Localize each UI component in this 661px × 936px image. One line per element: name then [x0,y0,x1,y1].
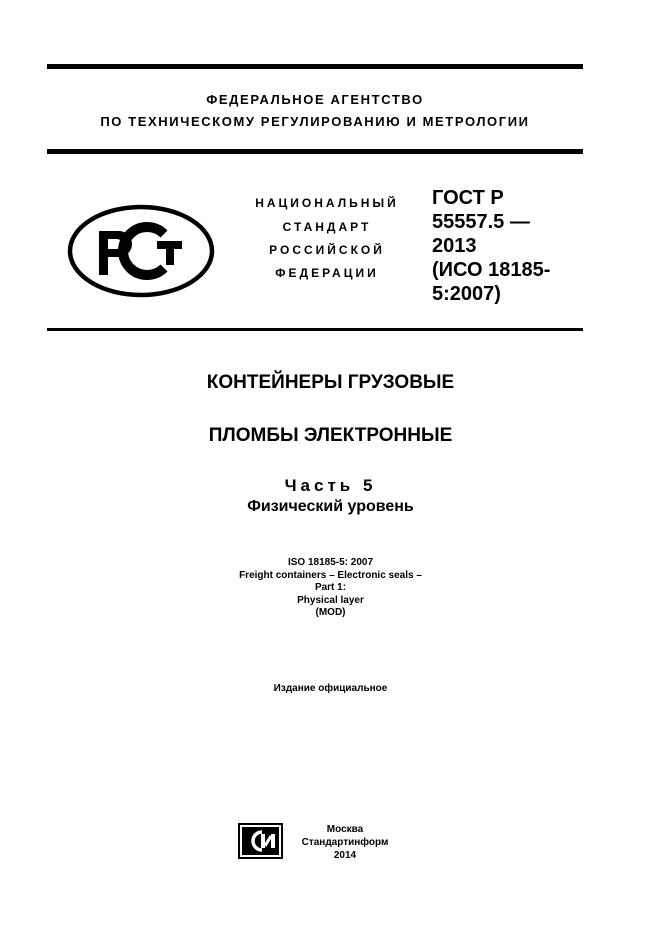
edition-label: Издание официальное [273,683,388,694]
iso-reference [0,557,661,620]
natstd-line-1: НАЦИОНАЛЬНЫЙ [255,196,399,210]
title-line-1: КОНТЕЙНЕРЫ ГРУЗОВЫЕ [206,372,455,393]
part-subtitle: Физический уровень [247,498,414,515]
iso-line: Physical layer [297,594,364,606]
header-rule [47,149,583,154]
natstd-line-3: РОССИЙСКОЙ [269,243,385,257]
iso-line: (MOD) [315,607,346,618]
part-number: Часть 5 [284,476,377,495]
iso-line: Freight containers – Electronic seals – [239,569,422,581]
agency-line-1: ФЕДЕРАЛЬНОЕ АГЕНТСТВО [206,92,424,107]
standartinform-logo-icon [238,823,283,859]
designation-line: 55557.5 — [432,211,530,233]
natstd-line-2: СТАНДАРТ [282,220,372,234]
natstd-line-4: ФЕДЕРАЦИИ [275,266,379,280]
publisher-year: 2014 [333,850,357,861]
title-line-2: ПЛОМБЫ ЭЛЕКТРОННЫЕ [208,425,453,446]
top-rule [47,64,583,69]
designation-line: (ИСО 18185- [432,259,551,281]
designation-line: 2013 [432,235,477,257]
designation-line: 5:2007) [432,283,501,305]
gost-r-logo-icon [67,204,215,298]
agency-line-2: ПО ТЕХНИЧЕСКОМУ РЕГУЛИРОВАНИЮ И МЕТРОЛОГИИ [100,114,530,129]
publisher-city: Москва [326,824,364,835]
designation-line: ГОСТ Р [432,187,504,209]
iso-line: Part 1: [314,582,347,593]
iso-line: ISO 18185-5: 2007 [287,557,374,568]
section-rule [47,328,583,331]
standard-designation [432,186,550,306]
publisher-name: Стандартинформ [301,837,389,848]
